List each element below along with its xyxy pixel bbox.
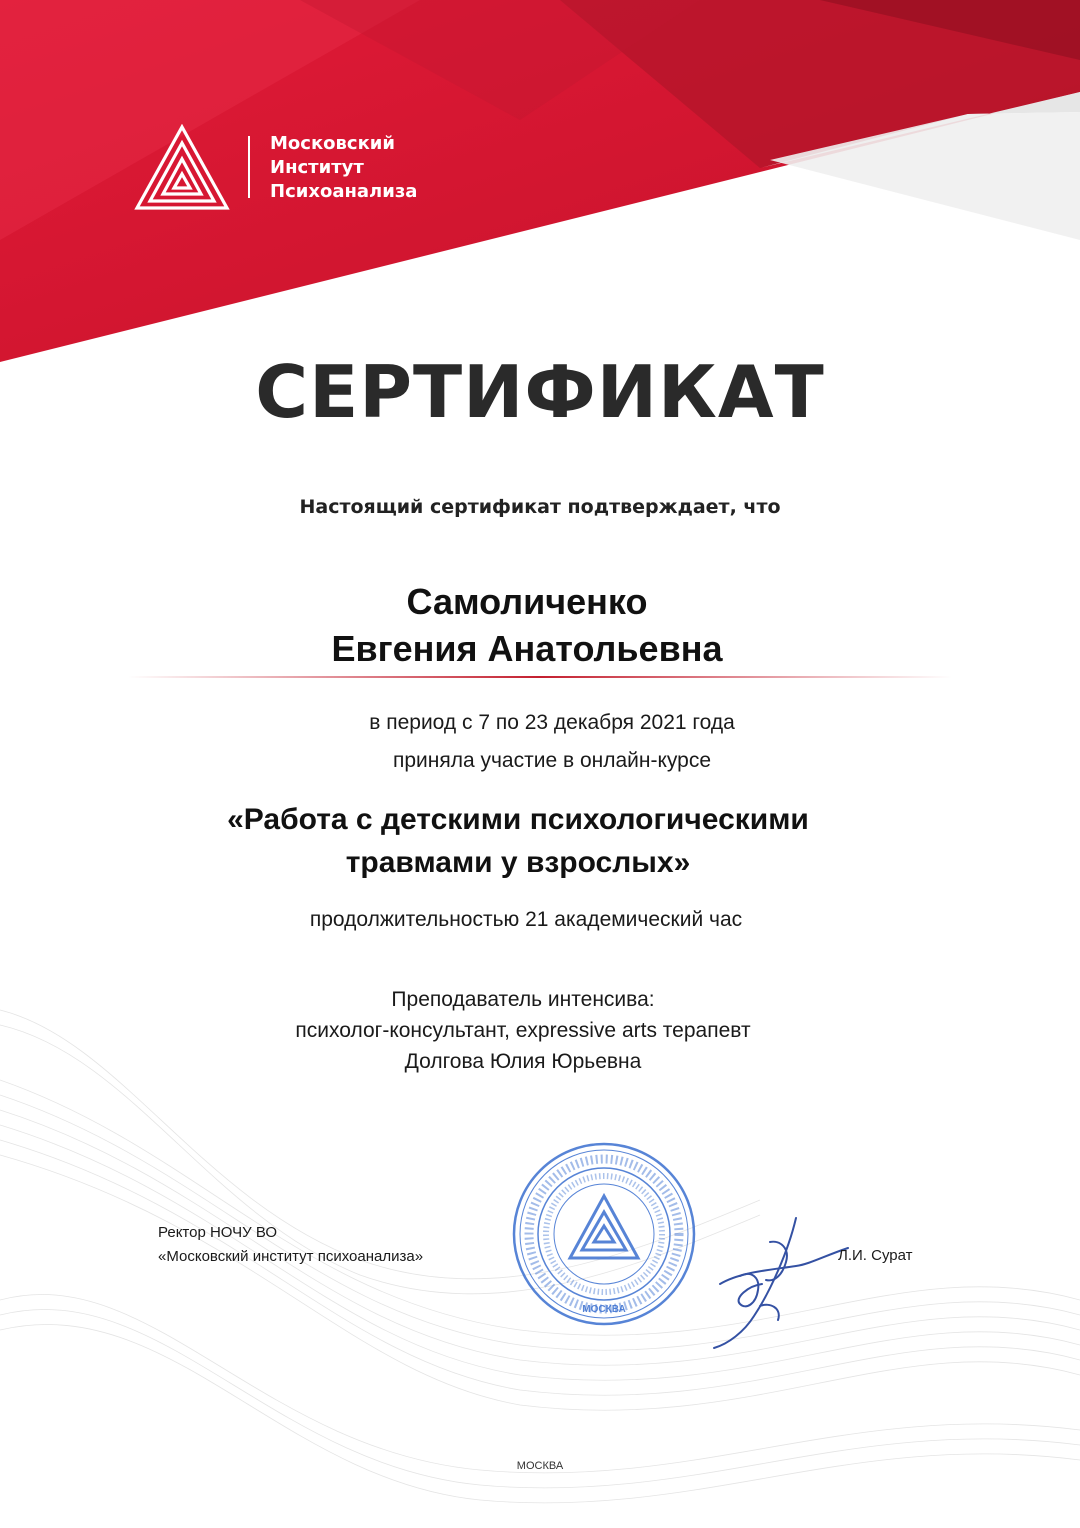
logo-line-2: Институт bbox=[270, 157, 364, 178]
recipient-surname: Самоличенко bbox=[406, 581, 648, 622]
recipient-name bbox=[0, 578, 1054, 672]
confirm-text: Настоящий сертификат подтверждает, что bbox=[299, 496, 781, 518]
logo-line-1: Московский bbox=[270, 133, 396, 154]
rector-title bbox=[158, 1221, 423, 1269]
footer-city: МОСКВА bbox=[516, 1460, 564, 1472]
logo-divider bbox=[248, 136, 250, 198]
teacher-label: Преподаватель интенсива: bbox=[391, 988, 655, 1011]
duration-text: продолжительностью 21 академический час bbox=[309, 908, 743, 931]
name-underline bbox=[128, 676, 952, 678]
course-title bbox=[0, 798, 1036, 884]
rector-name: Л.И. Сурат bbox=[838, 1247, 913, 1264]
institute-name bbox=[270, 132, 417, 204]
period-text: в период с 7 по 23 декабря 2021 года bbox=[369, 711, 735, 734]
official-stamp bbox=[508, 1138, 700, 1330]
recipient-given-names: Евгения Анатольевна bbox=[331, 628, 723, 669]
teacher-name: Долгова Юлия Юрьевна bbox=[404, 1050, 642, 1073]
period-block bbox=[0, 704, 1080, 780]
rector-line-2: «Московский институт психоанализа» bbox=[158, 1248, 424, 1265]
participation-text: приняла участие в онлайн-курсе bbox=[392, 749, 712, 772]
logo-line-3: Психоанализа bbox=[270, 181, 418, 202]
rector-line-1: Ректор НОЧУ ВО bbox=[158, 1224, 278, 1241]
stamp-city-label: МОСКВА bbox=[582, 1304, 626, 1315]
certificate-title: СЕРТИФИКАТ bbox=[255, 350, 825, 434]
rector-signature bbox=[700, 1212, 850, 1352]
teacher-block bbox=[0, 984, 1046, 1077]
course-title-line-2: травмами у взрослых» bbox=[345, 846, 691, 879]
course-title-line-1: «Работа с детскими психологическими bbox=[227, 803, 809, 836]
institute-logo-icon bbox=[134, 124, 230, 212]
teacher-role: психолог-консультант, expressive arts терапевт bbox=[295, 1019, 751, 1042]
